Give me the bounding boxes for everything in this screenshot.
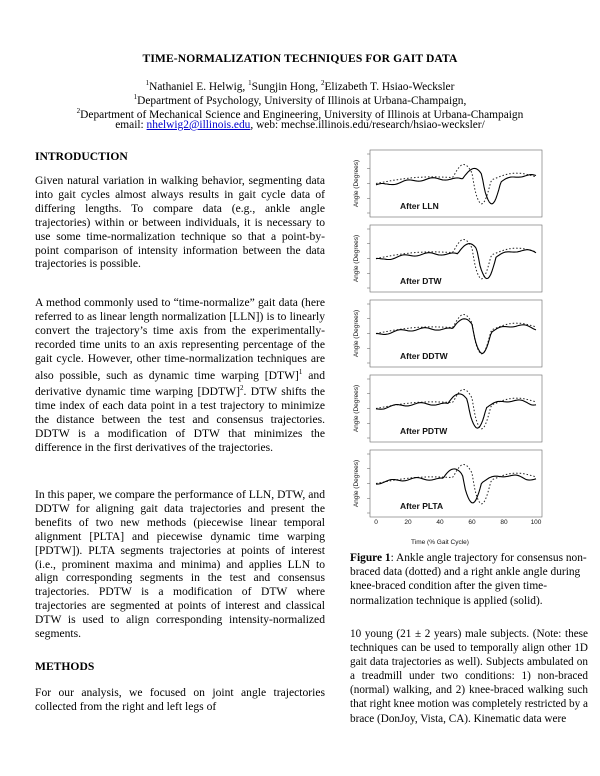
x-tick-label: 0 [374,519,378,526]
aligned-curve [376,244,536,279]
consensus-curve [376,390,536,429]
paper-title: TIME-NORMALIZATION TECHNIQUES FOR GAIT DATA [142,52,458,65]
aligned-curve [376,469,536,503]
panel-ylabel: Angle (Degrees) [353,309,360,358]
x-tick-label: 80 [500,519,508,526]
panel-ylabel: Angle (Degrees) [353,159,360,208]
figure-1-caption: Figure 1: Ankle angle trajectory for consensus non-braced data (dotted) and a right ankle angle during knee-braced condition after the given time-normalization technique is applied (solid). [350,552,587,607]
affiliation-2: $^2$Department of Mechanical Science and Engineering, University of Illinois at Urbana-Champaign [76,107,524,121]
panel-label: After DDTW [400,351,448,361]
email-link[interactable]: nhelwig2@illinois.edu [146,119,251,131]
affiliation-1: $^1$Department of Psychology, University of Illinois at Urbana-Champaign, [133,93,467,107]
x-tick-label: 40 [436,519,444,526]
aligned-curve [376,394,536,428]
methods-heading: METHODS [35,660,95,673]
figure-panel [353,450,542,517]
figure-panel [353,150,542,217]
introduction-heading: INTRODUCTION [35,150,128,163]
figure-panel [353,300,542,367]
panel-label: After PDTW [400,426,448,436]
consensus-curve [376,315,536,354]
panel-label: After DTW [400,276,442,286]
consensus-curve [376,165,536,204]
figure-1 [340,148,572,548]
intro-paragraph-2: A method commonly used to “time-normalize” gait data (here referred to as linear length normalization [LLN]) is to linearly convert the trajectory’s time axis from the experimentally-recorded time units to an axis representing percentage of the gait cycle. However, other time-normalization techniques are also possible, such as dynamic time warping [DTW]$^1$ and derivative dynamic time warping [DDTW]$^2$. DTW shifts the time index of each data point in a test trajectory to minimize the distance between the test and consensus trajectories. DDTW is a modification of DTW that minimizes the difference in the first derivatives of the trajectories. [35,296,325,454]
panel-label: After PLTA [400,501,444,511]
consensus-curve [376,240,536,279]
figure-panels [353,150,542,526]
author-line: $^1$Nathaniel E. Helwig, $^1$Sungjin Hong, $^2$Elizabeth T. Hsiao-Wecksler [145,79,455,93]
x-tick-label: 60 [468,519,476,526]
panel-ylabel: Angle (Degrees) [353,459,360,508]
methods-paragraph-1: For our analysis, we focused on joint angle trajectories collected from the right and left legs of [35,686,325,713]
figure-panel [353,225,542,292]
panel-ylabel: Angle (Degrees) [353,234,360,283]
x-tick-label: 20 [404,519,412,526]
panel-label: After LLN [400,201,439,211]
panel-ylabel: Angle (Degrees) [353,384,360,433]
x-tick-label: 100 [530,519,542,526]
aligned-curve [376,319,536,354]
intro-paragraph-3: In this paper, we compare the performance of LLN, DTW, and DDTW for aligning gait data trajectories and present the benefits of two new methods (piecewise linear temporal alignment [PLTA] and piecewise dynamic time warping [PDTW]). PLTA segments trajectories at points of interest (i.e., prominent maxima and minima) and applies LLN to align corresponding segments in the test and consensus trajectories. PDTW is a modification of DTW where trajectories are segmented at points of interest and classical DTW is used to align corresponding intensity-normalized segments. [35,488,325,641]
figure-xlabel: Time (% Gait Cycle) [411,539,469,546]
contact-line: email: nhelwig2@illinois.edu, web: mechse.illinois.edu/research/hsiao-wecksler/ [115,119,485,131]
figure-panel [353,375,542,442]
consensus-curve [376,465,536,504]
methods-paragraph-right: 10 young (21 ± 2 years) male subjects. (Note: these techniques can be used to temporally align other 1D gait data trajectories as well). Subjects ambulated on a treadmill under two conditions: 1) non-braced (normal) walking, and 2) knee-braced walking such that right knee motion was completely restricted by a brace (DonJoy, Vista, CA). Kinematic data were [350,628,588,725]
aligned-curve [376,168,536,204]
intro-paragraph-1: Given natural variation in walking behavior, segmenting data into gait cycles almost always results in gait cycle data of differing lengths. To compare data (e.g., ankle angle trajectories) within or between individuals, it is necessary to use some time-normalization technique so that a point-by-point comparison of intensity information between the data trajectories is possible. [35,174,325,271]
